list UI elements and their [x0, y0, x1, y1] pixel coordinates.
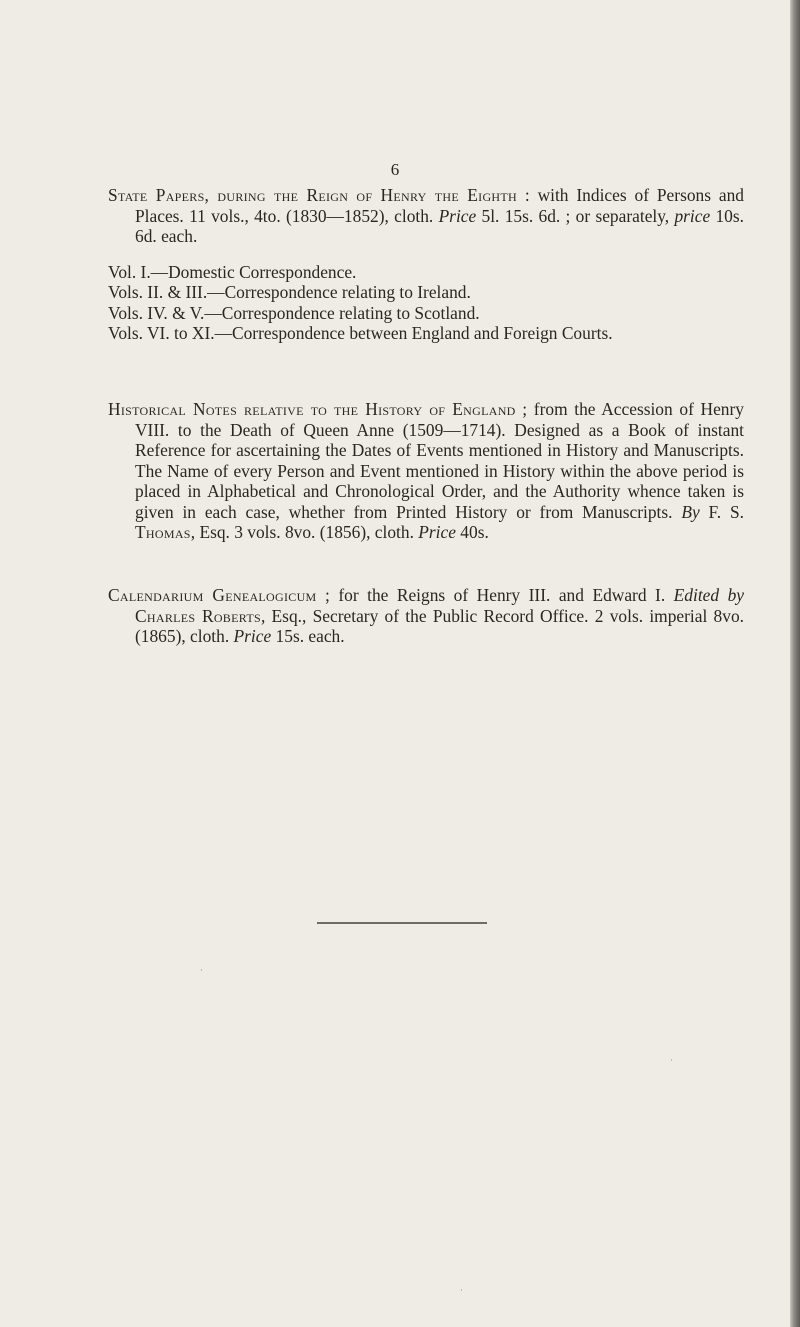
price-value: 40s. — [455, 522, 489, 542]
page-edge-shadow — [790, 0, 800, 1327]
entry-details: , Esq. 3 vols. 8vo. (1856), cloth. — [190, 522, 419, 542]
entry-description: : with Indices of Persons and Places. 11 vols., 4to. (1830—1852), cloth. — [135, 185, 744, 226]
catalogue-entry-calendarium — [108, 585, 744, 647]
paper-speck: · — [670, 1055, 673, 1065]
entry-details: , Esq., Secretary of the Public Record Office. 2 vols. imperial 8vo. (1865), cloth. — [135, 605, 744, 646]
entry-title: State Papers, during the Reign of Henry the Eighth — [108, 185, 517, 205]
volume-item: Vol. I.—Domestic Correspondence. — [108, 261, 357, 282]
catalogue-entry-historical-notes — [108, 399, 744, 543]
price-value: 5l. 15s. 6d. ; or separately, — [476, 205, 675, 226]
edited-by-label: Edited by — [673, 585, 744, 605]
price-label: Price — [233, 626, 272, 646]
entry-description: ; for the Reigns of Henry III. and Edward I. — [316, 585, 674, 605]
volume-list — [108, 262, 744, 344]
entry-paragraph — [108, 399, 744, 543]
price-value-separate: 10s. 6d. each. — [135, 205, 744, 246]
paper-speck: · — [460, 1285, 463, 1295]
price-label: Price — [438, 205, 477, 226]
volume-item: Vols. IV. & V.—Correspondence relating to Scotland. — [108, 302, 480, 323]
author-name: Thomas — [135, 522, 191, 542]
entry-title: Historical Notes relative to the History of England — [108, 399, 516, 419]
entry-description: ; from the Accession of Henry VIII. to the Death of Queen Anne (1509—1714). Designed as a Book of instant Reference for ascertaining the Dates of Events mentioned in History and Manuscripts. The Name of every Person and Event mentioned in History within the above period is placed in Alphabetical and Chronological Order, and the Authority whence taken is given in each case, whether from Printed History or from Manuscripts. — [135, 399, 744, 522]
price-label: Price — [418, 522, 456, 542]
price-label-separate: price — [674, 205, 711, 226]
entry-title: Calendarium Genealogicum — [108, 585, 317, 605]
price-value: 15s. each. — [271, 626, 345, 646]
author-initials: F. S. — [699, 501, 745, 522]
page-number: 6 — [390, 160, 400, 179]
printer-rule-divider — [317, 922, 487, 924]
entry-paragraph — [108, 585, 744, 647]
volume-item: Vols. II. & III.—Correspondence relating to Ireland. — [108, 282, 471, 302]
author-name: Charles Roberts — [135, 605, 261, 626]
catalogue-entry-state-papers — [108, 185, 744, 344]
paper-speck: · — [200, 965, 203, 975]
volume-item: Vols. VI. to XI.—Correspondence between England and Foreign Courts. — [108, 323, 613, 343]
by-label: By — [681, 501, 700, 522]
entry-paragraph — [108, 185, 744, 247]
